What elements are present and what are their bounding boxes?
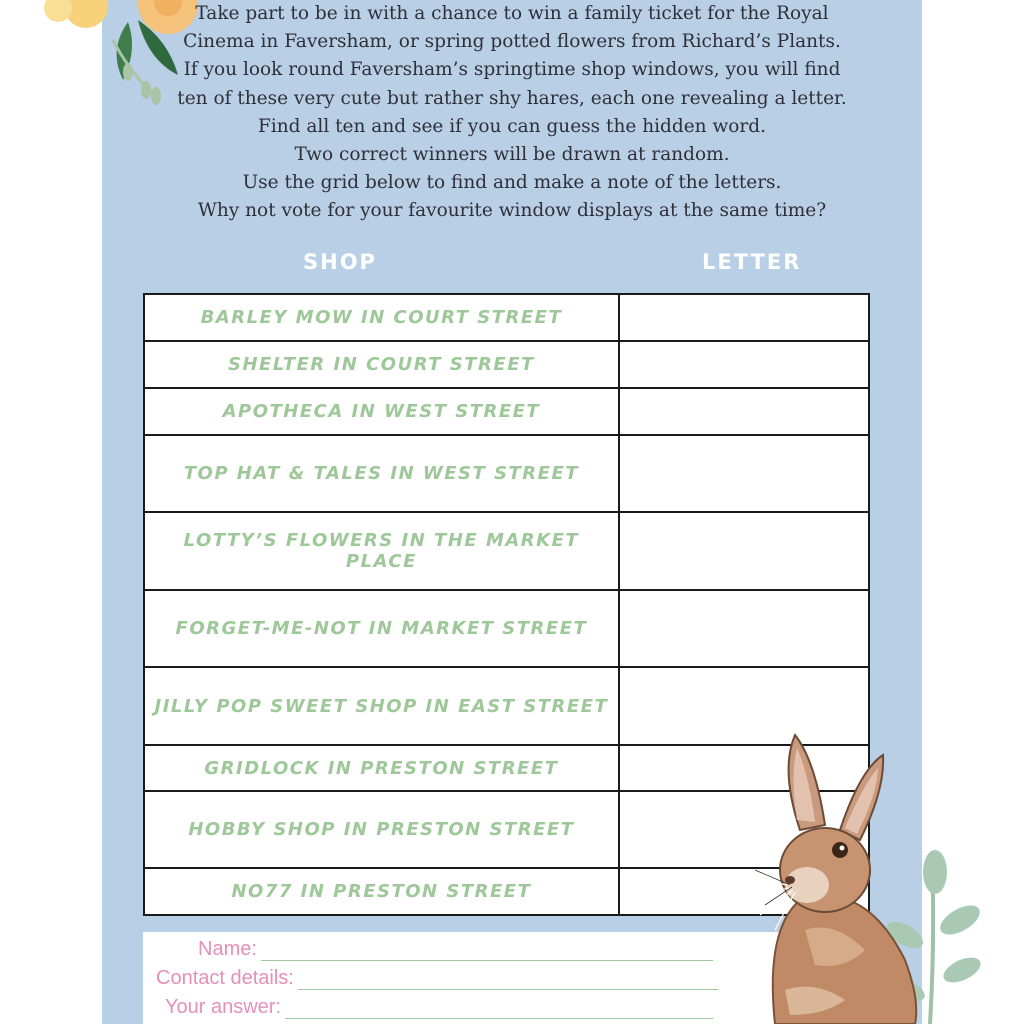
letter-cell[interactable] [619, 590, 869, 667]
table-row [144, 512, 869, 590]
shop-cell: JILLY POP SWEET SHOP IN EAST STREET [144, 667, 619, 745]
intro-line: Find all ten and see if you can guess the hidden word. [257, 115, 767, 137]
intro-line: If you look round Faversham’s springtime shop windows, you will find [183, 59, 841, 81]
shop-cell: BARLEY MOW IN COURT STREET [144, 294, 619, 341]
answer-field[interactable] [285, 1001, 713, 1019]
table-row [144, 294, 869, 341]
letter-cell[interactable] [619, 294, 869, 341]
shop-cell: FORGET-ME-NOT IN MARKET STREET [144, 590, 619, 667]
intro-line: ten of these very cute but rather shy hares, each one revealing a letter. [177, 87, 847, 109]
letter-cell[interactable] [619, 435, 869, 512]
answer-label: Your answer: [165, 996, 281, 1018]
shop-cell: LOTTY’S FLOWERS IN THE MARKET PLACE [144, 512, 619, 590]
letter-cell[interactable] [619, 512, 869, 590]
shop-cell: APOTHECA IN WEST STREET [144, 388, 619, 435]
answer-row [165, 996, 713, 1019]
shop-cell: NO77 IN PRESTON STREET [144, 868, 619, 915]
table-row [144, 590, 869, 667]
shop-cell: TOP HAT & TALES IN WEST STREET [144, 435, 619, 512]
name-label: Name: [198, 938, 257, 960]
intro-line: Why not vote for your favourite window displays at the same time? [197, 200, 827, 222]
table-row [144, 388, 869, 435]
intro-text [102, 0, 922, 226]
contact-row [156, 967, 718, 990]
table-row [144, 341, 869, 388]
name-field[interactable] [261, 943, 713, 961]
shop-cell: HOBBY SHOP IN PRESTON STREET [144, 791, 619, 868]
shop-column-header: SHOP [303, 250, 377, 274]
table-row [144, 435, 869, 512]
shop-cell: GRIDLOCK IN PRESTON STREET [144, 745, 619, 791]
entry-form [143, 932, 783, 1024]
contact-label: Contact details: [156, 967, 294, 989]
intro-line: Use the grid below to find and make a note of the letters. [242, 172, 782, 194]
contact-field[interactable] [298, 972, 718, 990]
hare-illustration-icon [745, 730, 920, 1024]
shop-cell: SHELTER IN COURT STREET [144, 341, 619, 388]
letter-cell[interactable] [619, 388, 869, 435]
letter-cell[interactable] [619, 341, 869, 388]
intro-line: Take part to be in with a chance to win a family ticket for the Royal [195, 3, 829, 24]
intro-line: Two correct winners will be drawn at random. [294, 144, 730, 166]
name-row [198, 938, 713, 961]
intro-line: Cinema in Faversham, or spring potted flowers from Richard’s Plants. [183, 31, 841, 53]
letter-column-header: LETTER [702, 250, 802, 274]
